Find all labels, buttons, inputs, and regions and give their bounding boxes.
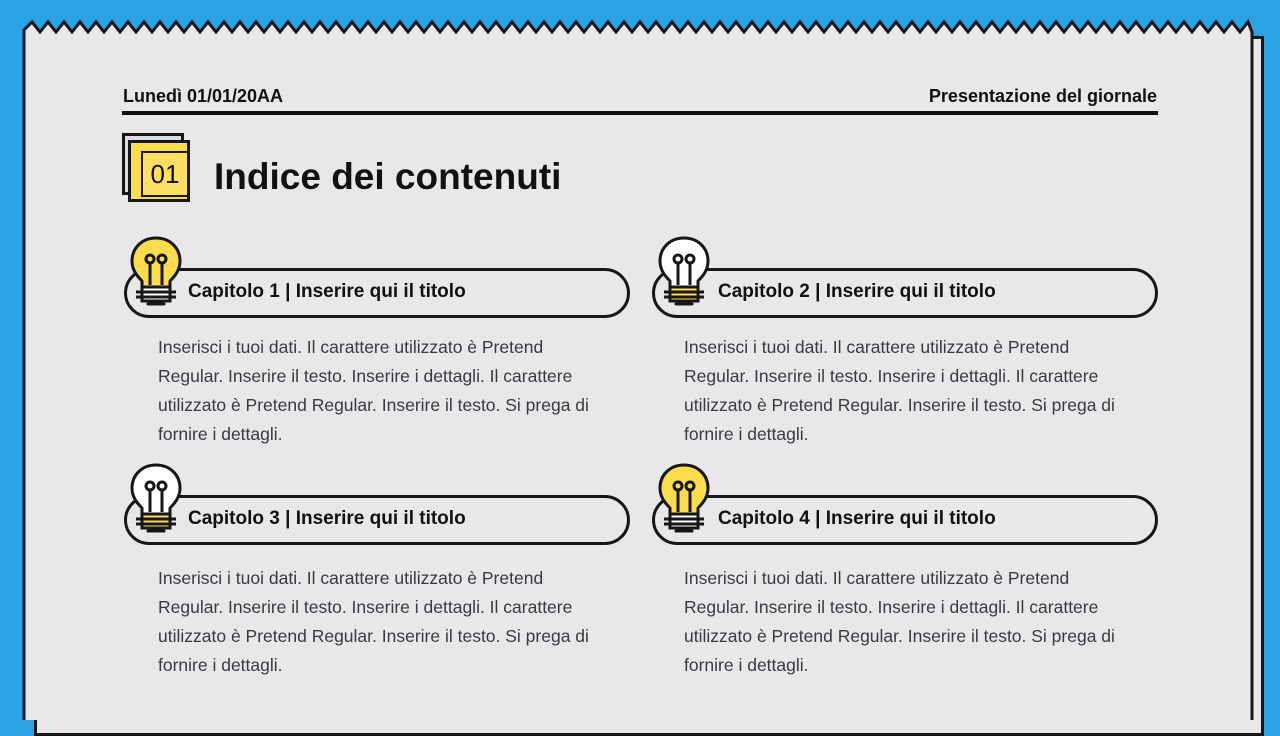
chapter-card-3 — [124, 462, 644, 682]
header-rule — [122, 111, 1158, 115]
lightbulb-icon — [656, 462, 712, 536]
section-number: 01 — [141, 151, 189, 197]
chapter-title: Capitolo 2 | Inserire qui il titolo — [718, 281, 996, 302]
chapter-title: Capitolo 4 | Inserire qui il titolo — [718, 508, 996, 529]
chapter-title: Capitolo 3 | Inserire qui il titolo — [188, 508, 466, 529]
chapter-text: Inserisci i tuoi dati. Il carattere utilizzato è Pretend Regular. Inserire il testo. Inserire i dettagli. Il carattere utilizzato è Pretend Regular. Inserire il testo. Si prega di fornire i dettagli. — [684, 568, 1115, 675]
chapter-title: Capitolo 1 | Inserire qui il titolo — [188, 281, 466, 302]
chapter-card-4 — [652, 462, 1172, 682]
chapter-text: Inserisci i tuoi dati. Il carattere utilizzato è Pretend Regular. Inserire il testo. Inserire i dettagli. Il carattere utilizzato è Pretend Regular. Inserire il testo. Si prega di fornire i dettagli. — [684, 337, 1115, 444]
chapter-text: Inserisci i tuoi dati. Il carattere utilizzato è Pretend Regular. Inserire il testo. Inserire i dettagli. Il carattere utilizzato è Pretend Regular. Inserire il testo. Si prega di fornire i dettagli. — [158, 568, 589, 675]
lightbulb-icon — [656, 235, 712, 309]
badge-front — [128, 140, 190, 202]
header-date: Lunedì 01/01/20AA — [123, 86, 284, 106]
header-paper-name: Presentazione del giornale — [928, 86, 1157, 106]
page-title: Indice dei contenuti — [214, 156, 562, 197]
chapter-card-1 — [124, 235, 644, 455]
lightbulb-icon — [128, 462, 184, 536]
section-number-badge — [122, 133, 192, 203]
chapter-text: Inserisci i tuoi dati. Il carattere utilizzato è Pretend Regular. Inserire il testo. Inserire i dettagli. Il carattere utilizzato è Pretend Regular. Inserire il testo. Si prega di fornire i dettagli. — [158, 337, 589, 444]
chapter-card-2 — [652, 235, 1172, 455]
lightbulb-icon — [128, 235, 184, 309]
